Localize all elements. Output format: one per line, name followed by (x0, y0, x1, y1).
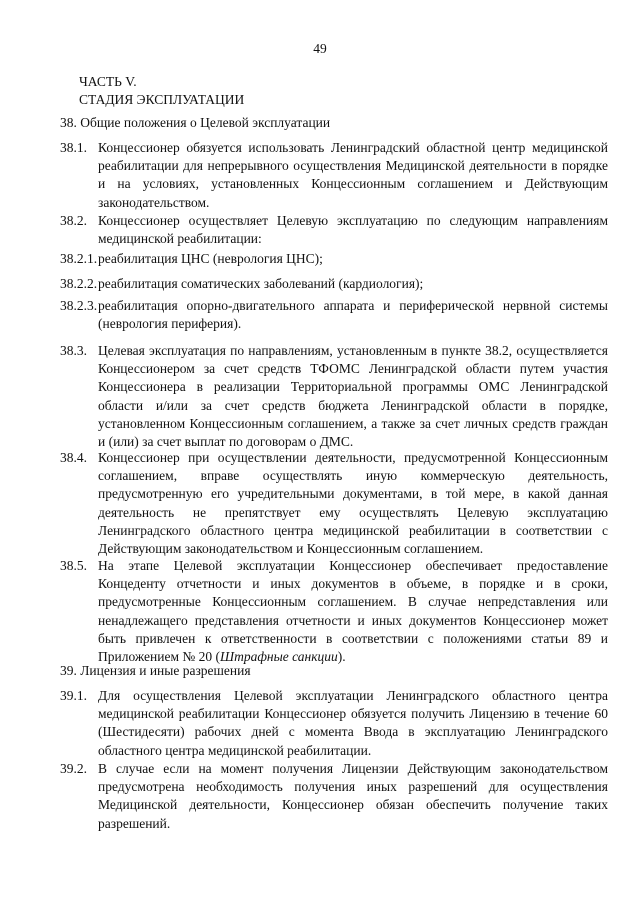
clause-number: 38.2.1. (60, 251, 98, 266)
part-subtitle: СТАДИЯ ЭКСПЛУАТАЦИИ (79, 92, 245, 107)
clause-text: Концессионер обязуется использовать Ленинградский областной центр медицинской реабилитации для непрерывного осуществления Медицинской деятельности в порядке и на условиях, установленных Концессионным соглашением и Действующим законодательством. (98, 140, 608, 210)
clause-number: 38.2.3. (60, 298, 98, 313)
clause-38-2-1 (60, 250, 608, 268)
clause-38-2-3 (60, 297, 608, 333)
clause-38-2 (60, 212, 608, 248)
clause-number: 38.2. (60, 213, 87, 228)
clause-number: 38.4. (60, 450, 87, 465)
clause-38-4 (60, 449, 608, 558)
clause-38-1 (60, 139, 608, 212)
clause-39-1 (60, 687, 608, 760)
clause-number: 38.2.2. (60, 276, 98, 291)
clause-text: Концессионер при осуществлении деятельности, предусмотренной Концессионным соглашением, вправе осуществлять иную коммерческую деятельность, предусмотренную его учредительными документами, в той мере, в какой данная деятельность не препятствует ему осуществлять Целевую эксплуатацию Ленинградского областного центра медицинской реабилитации в соответствии с Действующим законодательством и Концессионным соглашением. (98, 450, 608, 557)
clause-text-tail: ). (337, 649, 346, 665)
clause-number: 38.3. (60, 343, 87, 358)
clause-text: реабилитация опорно-двигательного аппарата и периферической нервной системы (неврология периферия). (98, 298, 608, 332)
clause-38-5 (60, 557, 608, 666)
clause-text: реабилитация соматических заболеваний (кардиология); (98, 276, 424, 291)
clause-38-2-2 (60, 275, 608, 293)
clause-text-italic: Штрафные санкции (220, 649, 338, 665)
clause-text: Концессионер осуществляет Целевую эксплуатацию по следующим направлениям медицинской реабилитации: (98, 213, 608, 247)
clause-text: Целевая эксплуатация по направлениям, установленным в пункте 38.2, осуществляется Концессионером за счет средств ТФОМС Ленинградской области путем участия Концессионера в реализации Территориальной программы ОМС Ленинградской области и/или за счет средств бюджета Ленинградской области в порядке, установленном Концессионным соглашением, а также за счет личных средств граждан и (или) за счет выплат по договорам о ДМС. (98, 343, 608, 450)
part-title: ЧАСТЬ V. (79, 74, 137, 89)
clause-number: 38.5. (60, 558, 87, 573)
clause-number: 39.2. (60, 761, 87, 776)
clause-text: В случае если на момент получения Лицензии Действующим законодательством предусмотрена необходимость получения иных разрешений для осуществления Медицинской деятельности, Концессионер обязан обеспечить получение таких разрешений. (98, 761, 608, 831)
clause-text-main: На этапе Целевой эксплуатации Концессионер обеспечивает предоставление Концеденту отчетности и иных документов в объеме, в порядке и в сроки, предусмотренные Концессионным соглашением. В случае непредставления или ненадлежащего представления отчетности и иных документов Концессионер может быть привлечен к ответственности в соответствии с положениями статьи 89 и Приложением № 20 ( (98, 558, 608, 665)
clause-text (98, 557, 608, 666)
clause-38-3 (60, 342, 608, 451)
clause-39-2 (60, 760, 608, 833)
clause-number: 38.1. (60, 140, 87, 155)
section-heading-39: 39. Лицензия и иные разрешения (60, 663, 251, 678)
page-number: 49 (313, 41, 327, 56)
section-heading-38: 38. Общие положения о Целевой эксплуатации (60, 115, 331, 130)
clause-text: реабилитация ЦНС (неврология ЦНС); (98, 251, 323, 266)
clause-number: 39.1. (60, 688, 87, 703)
part-heading (79, 73, 244, 109)
clause-text: Для осуществления Целевой эксплуатации Ленинградского областного центра медицинской реабилитации Концессионер обязуется получить Лицензию в течение 60 (Шестидесяти) рабочих дней с момента Ввода в эксплуатацию Ленинградского областного центра медицинской реабилитации. (98, 688, 608, 758)
